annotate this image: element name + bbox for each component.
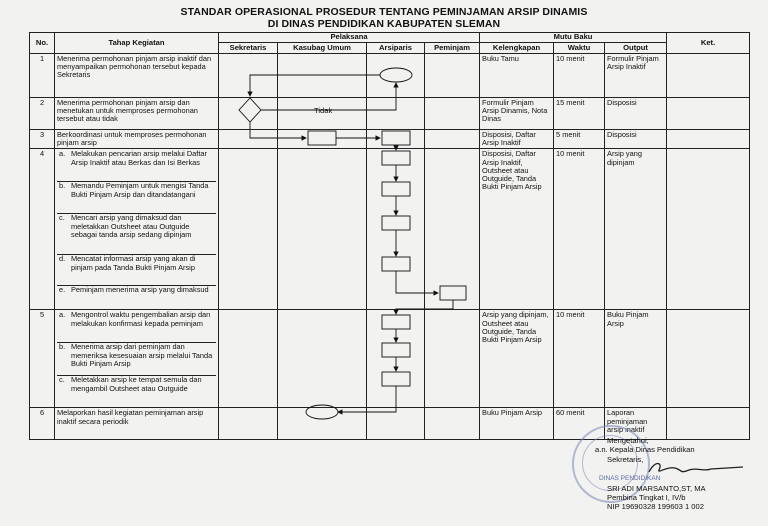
row-number: 2	[30, 98, 55, 130]
header-mutu: Mutu Baku	[480, 33, 667, 43]
activity-text: Berkoordinasi untuk memproses permohonan pinjam arsip	[55, 130, 219, 149]
table-row	[30, 130, 750, 149]
waktu-cell: 60 menit	[554, 408, 605, 440]
sign-sekretaris: Sekretaris,	[607, 454, 644, 464]
ket-cell	[667, 149, 750, 310]
ket-cell	[667, 130, 750, 149]
activity-text: Menerima permohonan pinjam arsip inaktif dan menyampaikan permohonan tersebut kepada Sekretaris	[55, 54, 219, 98]
header-pelaksana: Pelaksana	[219, 33, 480, 43]
sub-step: a. Mengontrol waktu pengembalian arsip dan melakukan konfirmasi kepada peminjam	[57, 311, 216, 343]
sub-step: a. Melakukan pencarian arsip melalui Daftar Arsip Inaktif atau Berkas dan Isi Berkas	[57, 150, 216, 182]
table-row	[30, 54, 750, 98]
header-kasubag: Kasubag Umum	[278, 43, 367, 54]
kelengkapan-cell: Disposisi, Daftar Arsip Inaktif, Outsheet atau Outguide, Tanda Bukti Pinjam Arsip	[480, 149, 554, 310]
waktu-cell: 10 menit	[554, 54, 605, 98]
header-ket: Ket.	[667, 33, 750, 54]
sub-step: c. Meletakkan arsip ke tempat semula dan mengambil Outsheet atau Outguide	[59, 375, 202, 393]
sop-table	[29, 32, 750, 440]
output-cell: Disposisi	[605, 130, 667, 149]
sign-rank: Pembina Tingkat I, IV/b	[607, 493, 686, 503]
kelengkapan-cell: Arsip yang dipinjam, Outsheet atau Outguide, Tanda Bukti Pinjam Arsip	[480, 310, 554, 408]
output-cell: Arsip yang dipinjam	[605, 149, 667, 310]
header-kelengkapan: Kelengkapan	[480, 43, 554, 54]
header-waktu: Waktu	[554, 43, 605, 54]
header-sekretaris: Sekretaris	[219, 43, 278, 54]
header-arsiparis: Arsiparis	[367, 43, 425, 54]
waktu-cell: 10 menit	[554, 149, 605, 310]
sub-step: e. Peminjam menerima arsip yang dimaksud	[59, 285, 209, 295]
sign-an: a.n. Kepala Dinas Pendidikan	[595, 445, 695, 455]
output-cell: Formulir Pinjam Arsip Inaktif	[605, 54, 667, 98]
header-tahap: Tahap Kegiatan	[55, 33, 219, 54]
sub-step: d. Mencatat informasi arsip yang akan di pinjam pada Tanda Bukti Pinjam Arsip	[57, 255, 216, 286]
row-number: 3	[30, 130, 55, 149]
document-subtitle: DI DINAS PENDIDIKAN KABUPATEN SLEMAN	[267, 18, 501, 30]
row-number: 6	[30, 408, 55, 440]
output-cell: Disposisi	[605, 98, 667, 130]
activity-text: Melaporkan hasil kegiatan peminjaman arsip inaktif secara periodik	[55, 408, 219, 440]
header-output: Output	[605, 43, 667, 54]
sign-name: SRI ADI MARSANTO,ST, MA	[607, 483, 706, 493]
ket-cell	[667, 310, 750, 408]
sub-step: c. Mencari arsip yang dimaksud dan meletakkan Outsheet atau Outguide sebagai tanda arsip sedang dipinjam	[57, 214, 216, 255]
document-title: STANDAR OPERASIONAL PROSEDUR TENTANG PEMINJAMAN ARSIP DINAMIS	[180, 6, 588, 18]
sub-step: b. Menerima arsip dari peminjam dan memeriksa kesesuaian arsip melalui Tanda Bukti Pinjam Arsip	[57, 343, 216, 376]
waktu-cell: 15 menit	[554, 98, 605, 130]
tidak-label: Tidak	[314, 106, 333, 115]
table-row	[30, 98, 750, 130]
stamp-text: DINAS PENDIDIKAN	[599, 475, 661, 483]
waktu-cell: 5 menit	[554, 130, 605, 149]
table-row	[30, 149, 750, 310]
kelengkapan-cell: Buku Tamu	[480, 54, 554, 98]
row-number: 4	[30, 149, 55, 310]
ket-cell	[667, 54, 750, 98]
sign-nip: NIP 19690328 199603 1 002	[607, 502, 704, 512]
kelengkapan-cell: Disposisi, Daftar Arsip Inaktif	[480, 130, 554, 149]
row-number: 5	[30, 310, 55, 408]
ket-cell	[667, 98, 750, 130]
kelengkapan-cell: Buku Pinjam Arsip	[480, 408, 554, 440]
kelengkapan-cell: Formulir Pinjam Arsip Dinamis, Nota Dinas	[480, 98, 554, 130]
activity-text: Menerima permohonan pinjam arsip dan menetukan untuk memproses permohonan tersebut atau tidak	[55, 98, 219, 130]
output-cell: Laporan peminjaman arsip inaktif	[605, 408, 667, 440]
header-no: No.	[30, 33, 55, 54]
table-row	[30, 310, 750, 408]
waktu-cell: 10 menit	[554, 310, 605, 408]
output-cell: Buku Pinjam Arsip	[605, 310, 667, 408]
handwritten-signature	[645, 458, 745, 480]
header-peminjam: Peminjam	[425, 43, 480, 54]
sub-step: b. Memandu Peminjam untuk mengisi Tanda Bukti Pinjam Arsip dan ditandatangani	[57, 182, 216, 214]
sign-mengetahui: Mengetahui,	[607, 436, 649, 445]
row-number: 1	[30, 54, 55, 98]
